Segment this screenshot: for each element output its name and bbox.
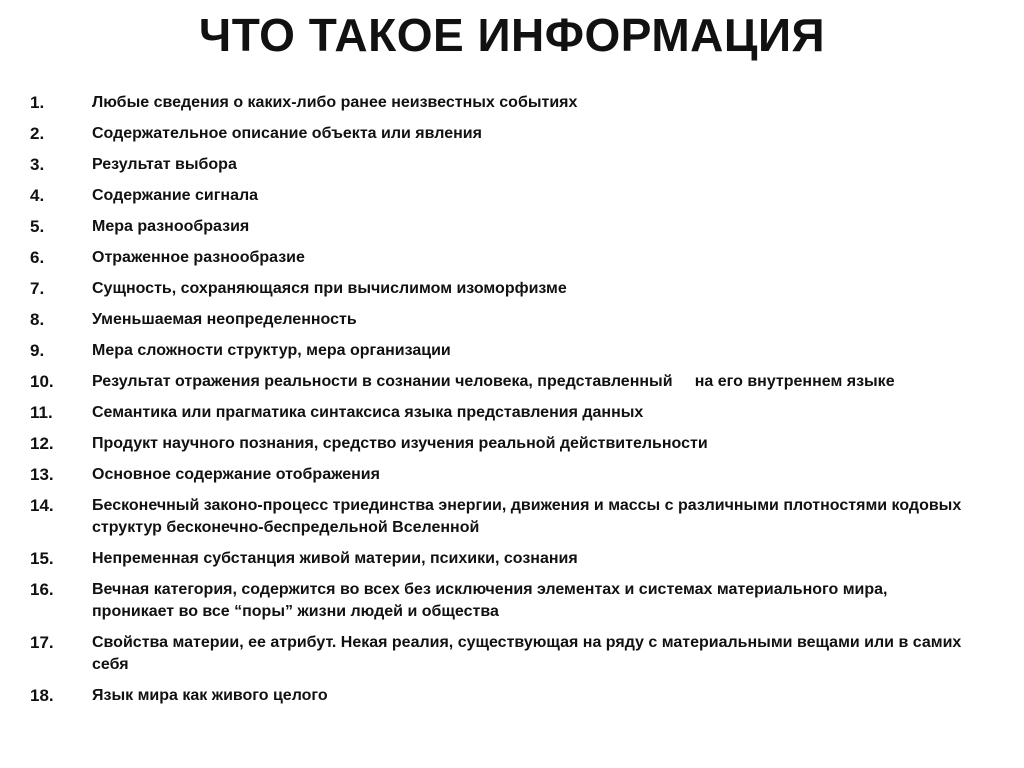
list-item xyxy=(30,433,980,455)
list-item xyxy=(30,579,980,623)
item-text: Любые сведения о каких-либо ранее неизвестных событиях xyxy=(92,94,578,111)
list-item xyxy=(30,495,980,539)
item-text: Свойства материи, ее атрибут. Некая реалия, существующая на ряду с материальными вещами или в самих себя xyxy=(92,634,962,673)
list-item xyxy=(30,402,980,424)
item-number: 2. xyxy=(30,124,45,143)
item-text: Язык мира как живого целого xyxy=(92,687,328,704)
item-number: 12. xyxy=(30,434,54,453)
item-number: 15. xyxy=(30,549,54,568)
item-number: 17. xyxy=(30,633,54,652)
item-text: Мера сложности структур, мера организации xyxy=(92,342,451,359)
item-number: 10. xyxy=(30,372,54,391)
list-item xyxy=(30,123,980,145)
item-number: 14. xyxy=(30,496,54,515)
item-text: Содержательное описание объекта или явления xyxy=(92,125,482,142)
list-item xyxy=(30,309,980,331)
item-number: 1. xyxy=(30,93,45,112)
list-item xyxy=(30,216,980,238)
page-title: ЧТО ТАКОЕ ИНФОРМАЦИЯ xyxy=(198,9,826,61)
item-text: Основное содержание отображения xyxy=(92,466,380,483)
list-item xyxy=(30,278,980,300)
item-text: Вечная категория, содержится во всех без исключения элементах и системах материального мира, проникает во все “поры” жизни людей и общества xyxy=(92,581,888,620)
item-text: Мера разнообразия xyxy=(92,218,250,235)
item-text: Сущность, сохраняющаяся при вычислимом изоморфизме xyxy=(92,280,567,297)
item-text: Отраженное разнообразие xyxy=(92,249,305,266)
item-text: Результат выбора xyxy=(92,156,237,173)
list-item xyxy=(30,185,980,207)
item-number: 16. xyxy=(30,580,54,599)
list-item xyxy=(30,548,980,570)
item-text: Уменьшаемая неопределенность xyxy=(92,311,357,328)
list-item xyxy=(30,464,980,486)
item-number: 11. xyxy=(30,403,53,422)
item-number: 7. xyxy=(30,279,45,298)
item-number: 4. xyxy=(30,186,45,205)
list-item xyxy=(30,92,980,114)
definitions-list xyxy=(30,92,980,716)
item-text: Непременная субстанция живой материи, психики, сознания xyxy=(92,550,578,567)
item-number: 5. xyxy=(30,217,45,236)
list-item xyxy=(30,371,980,393)
list-item xyxy=(30,685,980,707)
item-text: Продукт научного познания, средство изучения реальной действительности xyxy=(92,435,708,452)
item-text: Содержание сигнала xyxy=(92,187,259,204)
list-item xyxy=(30,340,980,362)
item-number: 3. xyxy=(30,155,45,174)
item-number: 8. xyxy=(30,310,45,329)
list-item xyxy=(30,247,980,269)
item-text: Бесконечный законо-процесс триединства энергии, движения и массы с различными плотностями кодовых структур бесконечно-беспредельной Вселенной xyxy=(92,497,962,536)
list-item xyxy=(30,632,980,676)
item-text: Результат отражения реальности в сознании человека, представленный на его внутреннем языке xyxy=(92,373,895,390)
item-number: 9. xyxy=(30,341,45,360)
item-number: 6. xyxy=(30,248,45,267)
item-text: Семантика или прагматика синтаксиса языка представления данных xyxy=(92,404,644,421)
list-item xyxy=(30,154,980,176)
item-number: 18. xyxy=(30,686,54,705)
item-number: 13. xyxy=(30,465,54,484)
